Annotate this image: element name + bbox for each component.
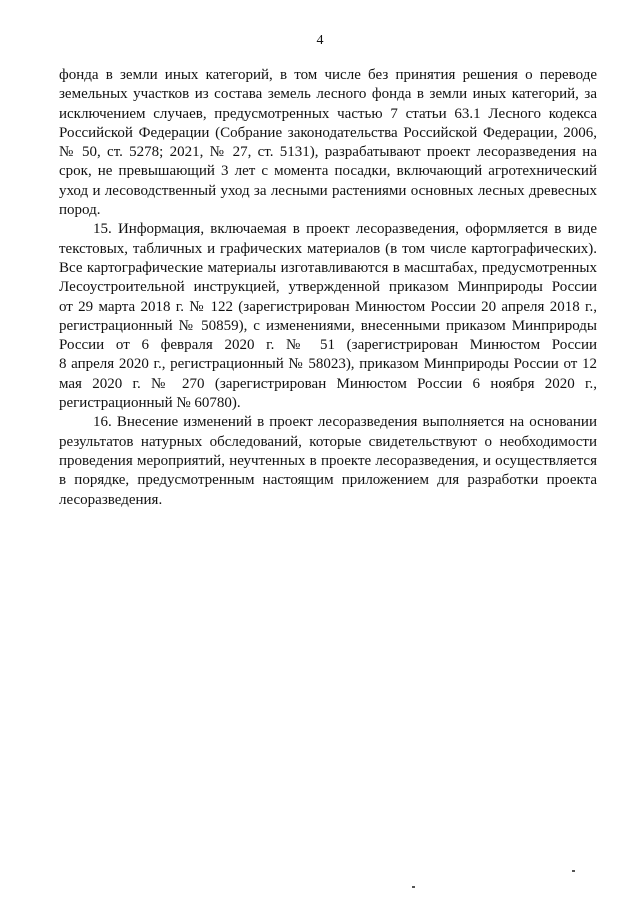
paragraph <box>59 413 597 509</box>
paragraph <box>59 220 597 413</box>
text-line: фонда в земли иных категорий, в том числе без принятия решения о переводе <box>59 67 597 83</box>
text-line: текстовых, табличных и графических материалов (в том числе картографических). <box>59 240 597 257</box>
text-line: регистрационный № 50859), с изменениями, внесенными приказом Минприроды <box>59 317 597 334</box>
scan-speck <box>572 870 575 872</box>
text-line: уход и лесоводственный уход за лесными растениями основных лесных древесных <box>59 182 597 199</box>
text-line: 8 апреля 2020 г., регистрационный № 58023), приказом Минприроды России от 12 <box>59 356 597 373</box>
text-line: Лесоустроительной инструкцией, утвержденной приказом Минприроды России <box>59 279 597 296</box>
text-line: мая 2020 г. № 270 (зарегистрирован Минюстом России 6 ноября 2020 г., <box>59 375 597 392</box>
body-text <box>59 66 597 510</box>
scan-speck <box>412 886 415 888</box>
text-line: Все картографические материалы изготавливаются в масштабах, предусмотренных <box>59 259 597 276</box>
text-line: России от 6 февраля 2020 г. № 51 (зарегистрирован Минюстом России <box>59 337 597 354</box>
text-line: исключением случаев, предусмотренных частью 7 статьи 63.1 Лесного кодекса <box>59 105 597 122</box>
text-line: лесоразведения. <box>59 491 163 508</box>
text-line: 16. Внесение изменений в проект лесоразведения выполняется на основании <box>93 414 597 431</box>
page-number: 4 <box>316 33 324 48</box>
text-line: проведения мероприятий, неучтенных в проекте лесоразведения, и осуществляется <box>59 452 597 469</box>
text-line: № 50, ст. 5278; 2021, № 27, ст. 5131), разрабатывают проект лесоразведения на <box>59 144 597 161</box>
text-line: регистрационный № 60780). <box>59 395 241 412</box>
text-line: 15. Информация, включаемая в проект лесоразведения, оформляется в виде <box>93 221 597 238</box>
text-line: земельных участков из состава земель лесного фонда в земли иных категорий, за <box>59 86 597 103</box>
text-line: от 29 марта 2018 г. № 122 (зарегистрирован Минюстом России 20 апреля 2018 г., <box>59 298 597 315</box>
paragraph <box>59 66 597 220</box>
text-line: срок, не превышающий 3 лет с момента посадки, включающий агротехнический <box>59 163 597 180</box>
text-line: пород. <box>59 202 101 219</box>
text-line: в порядке, предусмотренным настоящим приложением для разработки проекта <box>59 472 597 489</box>
text-line: Российской Федерации (Собрание законодательства Российской Федерации, 2006, <box>59 124 597 141</box>
text-line: результатов натурных обследований, которые свидетельствуют о необходимости <box>59 433 597 450</box>
